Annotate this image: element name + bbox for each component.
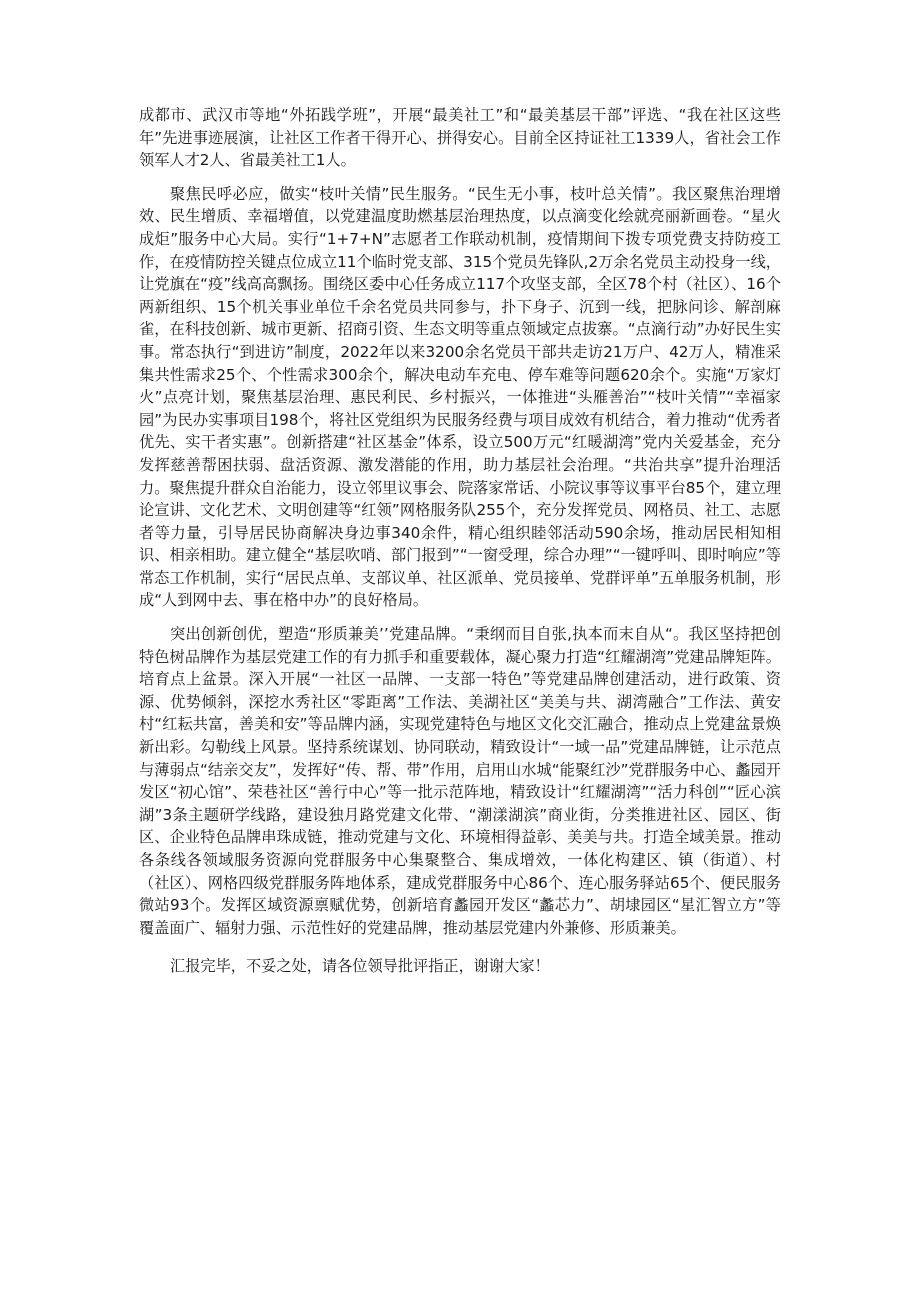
paragraph-closing: 汇报完毕，不妥之处，请各位领导批评指正，谢谢大家！	[170, 957, 550, 976]
paragraph-party-brand: 突出创新创优，塑造“形质兼美’’党建品牌。“秉纲而目自张,执本而末自从“。我区坚持把创特色树品牌作为基层党建工作的有力抓手和重要载体，凝心聚力打造“红耀湖湾”党建品牌矩阵。培育点上盆景。深入开展“一社区一品牌、一支部一特色”等党建品牌创建活动，进行政策、资源、优势倾斜，深挖水秀社区“零距离”工作法、美湖社区“美美与共、湖湾融合”工作法、黄安村“红耘共富，善美和安”等品牌内涵，实现党建特色与地区文化交汇融合，推动点上党建盆景焕新出彩。勾勒线上风景。坚持系统谋划、协同联动，精致设计“一域一品”党建品牌链，让示范点与薄弱点“结亲交友”，发挥好“传、帮、带”作用，启用山水城“能聚红沙”党群服务中心、蠡园开发区“初心馆”、荣巷社区“善行中心”等一批示范阵地，精致设计“红耀湖湾”“活力科创”“匠心滨湖”3条主题研学线路，建设独月路党建文化带、“潮漾湖滨”商业街，分类推进社区、园区、街区、企业特色品牌串珠成链，推动党建与文化、环境相得益彰、美美与共。打造全域美景。推动各条线各领域服务资源向党群服务中心集聚整合、集成增效，一体化构建区、镇（街道）、村（社区）、网格四级党群服务阵地体系，建成党群服务中心86个、连心服务驿站65个、便民服务微站93个。发挥区域资源禀赋优势，创新培育蠡园开发区“蠡芯力”、胡埭园区“星汇智立方”等覆盖面广、辐射力强、示范性好的党建品牌，推动基层党建内外兼修、形质兼美。	[139, 625, 781, 937]
paragraph-livelihood-service: 聚焦民呼必应，做实“枝叶关情”民生服务。“民生无小事，枝叶总关情”。我区聚焦治理增效、民生增质、幸福增值，以党建温度助燃基层治理热度，以点滴变化绘就亮丽新画卷。“星火成炬”服务中心大局。实行“1+7+N”志愿者工作联动机制，疫情期间下拨专项党费支持防疫工作，在疫情防控关键点位成立11个临时党支部、315个党员先锋队,2万余名党员主动投身一线，让党旗在“疫”线高高飘扬。围绕区委中心任务成立117个攻坚支部，全区78个村（社区）、16个两新组织、15个机关事业单位千余名党员共同参与，扑下身子、沉到一线，把脉问诊、解剖麻雀，在科技创新、城市更新、招商引资、生态文明等重点领域定点拔寨。“点滴行动”办好民生实事。常态执行“到进访”制度，2022年以来3200余名党员干部共走访21万户、42万人，精准采集共性需求25个、个性需求300余个，解决电动车充电、停车难等问题620余个。实施“万家灯火”点亮计划，聚焦基层治理、惠民利民、乡村振兴，一体推进“头雁善治”“枝叶关情”“幸福家园”为民办实事项目198个，将社区党组织为民服务经费与项目成效有机结合，着力推动“优秀者优先、实干者实惠”。创新搭建“社区基金”体系，设立500万元“红暖湖湾”党内关爱基金，充分发挥慈善帮困扶弱、盘活资源、激发潜能的作用，助力基层社会治理。“共治共享”提升治理活力。聚焦提升群众自治能力，设立邻里议事会、院落家常话、小院议事等议事平台85个，建立理论宣讲、文化艺术、文明创建等“红领”网格服务队255个，充分发挥党员、网格员、社工、志愿者等力量，引导居民协商解决身边事340余件，精心组织睦邻活动590余场，推动居民相知相识、相亲相助。建立健全“基层吹哨、部门报到”“一窗受理，综合办理”“一键呼叫、即时响应”等常态工作机制，实行“居民点单、支部议单、社区派单、党员接单、党群评单”五单服务机制，形成“人到网中去、事在格中办”的良好格局。	[139, 184, 782, 610]
document-page	[139, 104, 781, 978]
paragraph-continuation: 成都市、武汉市等地“外拓践学班”，开展“最美社工”和“最美基层干部”评选、“我在社区这些年”先进事迹展演，让社区工作者干得开心、拼得安心。目前全区持证社工1339人，省社会工作领军人才2人、省最美社工1人。	[139, 106, 781, 170]
